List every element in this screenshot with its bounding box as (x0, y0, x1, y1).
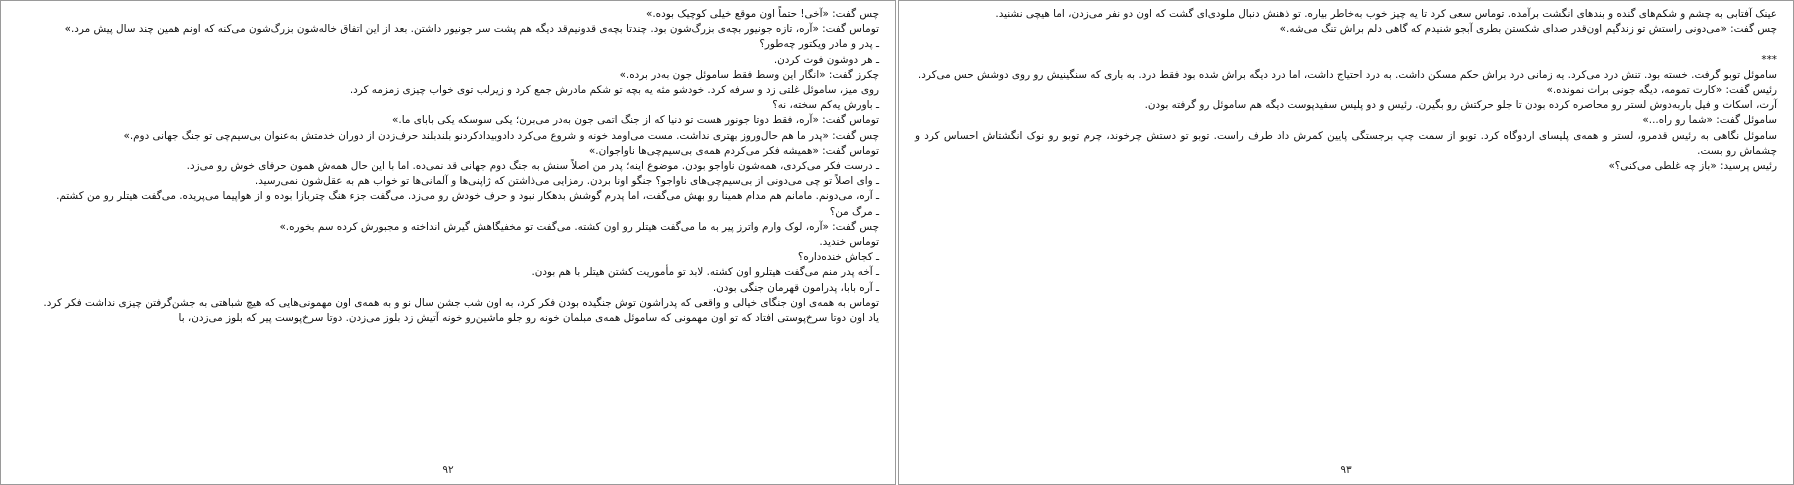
text-line: ـ کجاش خنده‌داره؟ (797, 251, 879, 264)
text-line: رئیس پرسید: «باز چه غلطی می‌کنی؟» (1608, 160, 1777, 173)
page-number: ۹۳ (1340, 464, 1352, 476)
text-line: چس گفت: «می‌دونی راستش تو زندگیم اون‌قدر صدای شکستن بطری آبجو شنیدم که گاهی دلم براش تنگ می‌شه.» (1279, 23, 1777, 36)
text-line: ـ آره بابا، پدرامون قهرمان جنگی بودن. (712, 281, 879, 294)
page-number: ۹۲ (442, 464, 454, 476)
text-line: ـ آره، می‌دونم. مامانم هم مدام همینا رو بهش می‌گفت، اما پدرم گوشش بدهکار نبود و حرف خودش رو می‌زد. می‌گفت جزء هنگ چتربازا بوده و از هواپیما می‌پریده. می‌گفت هیتلر رو من کشتم. (56, 190, 879, 203)
text-line: ـ مرگ من؟ (829, 205, 879, 218)
text-line: توماس گفت: «همیشه فکر می‌کردم همه‌ی بی‌سیم‌چی‌ها ناواجوان.» (588, 144, 879, 157)
text-line: چکرز گفت: «انگار این وسط فقط ساموئل جون به‌در برده.» (619, 68, 879, 81)
text-line: ـ آخه پدر منم می‌گفت هیتلرو اون کشته. لابد تو مأموریت کشتن هیتلر با هم بودن. (531, 266, 879, 279)
blank-line (915, 37, 1777, 52)
text-line: رئیس گفت: «کارت تمومه، دیگه جونی برات نمونده.» (1546, 84, 1777, 96)
page-text (915, 7, 1777, 174)
text-line: ـ هر دوشون فوت کردن. (773, 53, 879, 66)
text-line: ساموئل نگاهی به رئیس قدمرو، لستر و همه‌ی پلیسای اردوگاه کرد. توبو از سمت چپ برجستگی پایین کمرش داد طرف راست. توبو تو دستش چرخوند، چرم توبو رو نوک انگشتاش احساس کرد و چشماش رو بست. (915, 129, 1777, 157)
page-text (17, 7, 879, 326)
text-line: توماس به همه‌ی اون جنگای خیالی و واقعی که پدراشون توش جنگیده بودن فکر کرد، به اون شب جشن سال نو و به همه‌ی اون مهمونی‌هایی که هیچ شباهتی به جشن‌گرفتن چیزی نداشت فکر کرد. (43, 296, 879, 309)
text-line: ـ وای اصلاً تو چی می‌دونی از بی‌سیم‌چی‌های ناواجو؟ جنگو اونا بردن. رمزایی می‌ذاشتن که ژاپنی‌ها و آلمانی‌ها تو خواب هم به عقل‌شون نمی‌رسید. (254, 175, 879, 188)
text-line: ـ پدر و مادر ویکتور چه‌طور؟ (759, 38, 879, 51)
text-line: ـ باورش یه‌کم سخته، نه؟ (772, 99, 879, 112)
text-line: توماس خندید. (819, 236, 879, 249)
section-break: *** (1761, 53, 1777, 66)
text-line: عینک آفتابی به چشم و شکم‌های گنده و بندهای انگشت برآمده. توماس سعی کرد تا یه چیز خوب به‌خاطر بیاره. تو ذهنش دنبال ملودی‌ای گشت که اون دو نفر می‌زدن، اما هیچی نشنید. (995, 8, 1777, 20)
text-line: ساموئل توبو گرفت. خسته بود. تنش درد می‌کرد. یه زمانی درد براش حکم مسکن داشت. به درد احتیاج داشت، اما درد دیگه براش شده بود فقط درد. به باری که سنگینیش رو روی دوشش حس می‌کرد. (917, 68, 1777, 81)
text-line: یاد اون دوتا سرخ‌پوستی افتاد که تو اون مهمونی که ساموئل همه‌ی مبلمان خونه رو جلو ماشین‌رو خونه آتیش زد بلوز می‌زدن. دوتا سرخ‌پوست پیر که بلوز می‌زدن، با (178, 312, 879, 325)
page-left (0, 0, 896, 485)
text-line: آرت، اسکات و فیل باربه‌دوش لستر رو محاصره کرده بودن تا جلو حرکتش رو بگیرن. رئیس و دو پلیس سفیدپوست دیگه هم ساموئل رو گرفته بودن. (1144, 99, 1777, 112)
text-line: چس گفت: «آخی! حتماً اون موقع خیلی کوچیک بوده.» (645, 8, 879, 20)
text-line: ـ درست فکر می‌کردی، همه‌شون ناواجو بودن. موضوع اینه؛ پدر من اصلاً سنش به جنگ دوم جهانی قد نمی‌ده. اما با این حال همه‌ش همون حرفای خوش رو می‌زد. (186, 160, 879, 173)
text-line: چس گفت: «پدر ما هم حال‌وروز بهتری نداشت. مست می‌اومد خونه و شروع می‌کرد دادوبیدادکردنو بلندبلند حرف‌زدن از دوران خدمتش به‌عنوان بی‌سیم‌چی تو جنگ جهانی دوم.» (123, 129, 879, 142)
text-line: توماس گفت: «آره، فقط دوتا جونور هست تو دنیا که از جنگ اتمی جون به‌در می‌برن؛ یکی سوسکه یکی بابای ما.» (392, 114, 879, 127)
page-right (898, 0, 1794, 485)
text-line: روی میز، ساموئل غلتی زد و سرفه کرد. خودشو مثه یه بچه تو شکم مادرش جمع کرد و زیرلب توی خواب چیزی زمزمه کرد. (349, 84, 879, 97)
text-line: ساموئل گفت: «شما رو راه...» (1642, 114, 1777, 127)
text-line: چس گفت: «آره، لوک وارم واترز پیر به ما می‌گفت هیتلر رو اون کشته. می‌گفت تو مخفیگاهش گیرش انداخته و مجبورش کرده سم بخوره.» (279, 220, 879, 233)
text-line: توماس گفت: «آره، تازه جونیور بچه‌ی بزرگ‌شون بود. چندتا بچه‌ی قدونیم‌قد دیگه هم پشت سر جونیور داشتن. بعد از این اتفاق خاله‌شون بزرگ‌شون می‌کنه که اونم همین چند سال پیش مرد.» (64, 23, 879, 36)
